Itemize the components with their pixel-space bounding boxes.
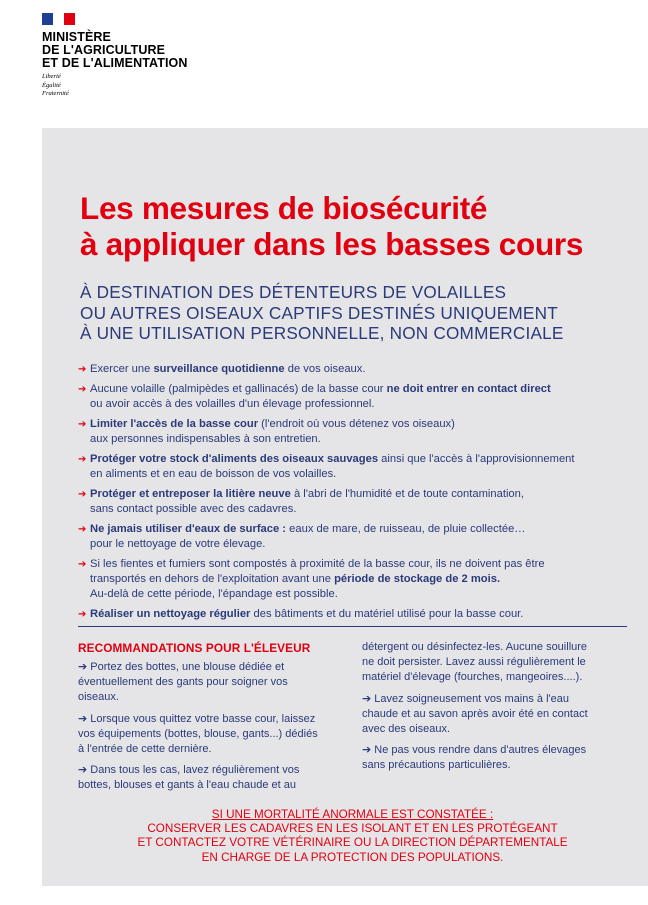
subtitle-line: À UNE UTILISATION PERSONNELLE, NON COMMERCIALE bbox=[80, 323, 564, 343]
measure-text: Si les fientes et fumiers sont compostés à proximité de la basse cour, ils ne doivent pas être bbox=[90, 557, 545, 570]
audience-subtitle bbox=[80, 282, 620, 344]
arrow-right-icon: ➔ bbox=[78, 488, 87, 500]
arrow-right-icon: ➔ bbox=[362, 692, 372, 705]
measure-emphasis: période de stockage de 2 mois. bbox=[334, 573, 501, 585]
measure-text: à l'abri de l'humidité et de toute contamination, bbox=[290, 487, 524, 500]
recommendation-text: Lavez soigneusement vos mains à l'eau bbox=[374, 692, 569, 705]
measure-item bbox=[78, 522, 633, 552]
motto-line: Fraternité bbox=[42, 90, 69, 97]
measure-emphasis: ne doit entrer en contact direct bbox=[386, 382, 551, 395]
recommendations-left-column bbox=[78, 660, 338, 800]
measure-emphasis: surveillance quotidienne bbox=[153, 363, 285, 375]
flag-white-stripe bbox=[53, 13, 64, 25]
recommendation-text: avec des oiseaux. bbox=[362, 723, 451, 736]
arrow-right-icon: ➔ bbox=[78, 523, 87, 535]
recommendation-text: éventuellement des gants pour soigner vos bbox=[78, 676, 288, 689]
title-line: à appliquer dans les basses cours bbox=[80, 226, 584, 262]
recommendation-item bbox=[362, 743, 627, 773]
measure-item bbox=[78, 487, 633, 517]
subtitle-line: OU AUTRES OISEAUX CAPTIFS DESTINÉS UNIQUEMENT bbox=[80, 302, 558, 323]
recommendation-text: vos équipements (bottes, blouse, gants...) dédiés bbox=[78, 727, 318, 740]
arrow-right-icon: ➔ bbox=[78, 712, 88, 725]
measure-emphasis: Réaliser un nettoyage régulier bbox=[90, 608, 251, 620]
measure-text: sans contact possible avec des cadavres. bbox=[90, 503, 297, 515]
measure-text: pour le nettoyage de votre élevage. bbox=[90, 538, 266, 550]
recommendation-item-continued bbox=[362, 640, 627, 686]
recommendation-text: Lorsque vous quittez votre basse cour, laissez bbox=[90, 712, 316, 725]
arrow-right-icon: ➔ bbox=[78, 764, 88, 777]
alert-heading: SI UNE MORTALITÉ ANORMALE EST CONSTATÉE : bbox=[211, 808, 494, 821]
mortality-alert bbox=[78, 808, 627, 865]
recommendation-text: Dans tous les cas, lavez régulièrement vos bbox=[90, 764, 300, 777]
page-title bbox=[80, 190, 640, 262]
subtitle-line: À DESTINATION DES DÉTENTEURS DE VOLAILLES bbox=[80, 282, 507, 302]
motto-line: Égalité bbox=[42, 81, 61, 89]
arrow-right-icon: ➔ bbox=[78, 383, 87, 395]
measure-item bbox=[78, 382, 633, 412]
ministry-line: DE L'AGRICULTURE bbox=[42, 43, 166, 57]
measure-emphasis: Protéger et entreposer la litière neuve bbox=[90, 487, 291, 500]
measure-text: (l'endroit où vous détenez vos oiseaux) bbox=[258, 417, 455, 430]
flag-red-stripe bbox=[64, 13, 75, 25]
biosecurity-measures-list bbox=[78, 362, 633, 627]
recommendation-text: chaude et au savon après avoir été en contact bbox=[362, 707, 588, 720]
republic-motto bbox=[42, 73, 69, 99]
measure-text: Au-delà de cette période, l'épandage est possible. bbox=[90, 588, 338, 601]
arrow-right-icon: ➔ bbox=[78, 453, 87, 465]
recommendation-text: matériel d'élevage (fourches, mangeoires....). bbox=[362, 671, 583, 684]
measure-emphasis: Protéger votre stock d'aliments des oiseaux sauvages bbox=[90, 452, 379, 465]
measure-emphasis: Limiter l'accès de la basse cour bbox=[90, 417, 259, 430]
arrow-right-icon: ➔ bbox=[78, 364, 87, 375]
measure-text: transportés en dehors de l'exploitation avant une bbox=[90, 573, 335, 585]
measure-text: ou avoir accès à des volailles d'un élevage professionnel. bbox=[90, 398, 375, 410]
recommendations-right-column bbox=[362, 640, 627, 780]
recommendation-item bbox=[78, 712, 338, 758]
recommendation-item bbox=[78, 660, 338, 706]
republic-flag-logo bbox=[42, 13, 75, 25]
flag-blue-stripe bbox=[42, 13, 53, 25]
recommendation-text: bottes, blouses et gants à l'eau chaude et au bbox=[78, 779, 296, 792]
arrow-right-icon: ➔ bbox=[78, 661, 88, 673]
alert-text: ET CONTACTEZ VOTRE VÉTÉRINAIRE OU LA DIRECTION DÉPARTEMENTALE bbox=[137, 836, 568, 850]
ministry-line: ET DE L'ALIMENTATION bbox=[42, 56, 188, 70]
motto-line: Liberté bbox=[42, 73, 61, 80]
recommendation-text: à l'entrée de cette dernière. bbox=[78, 743, 212, 756]
recommendation-text: oiseaux. bbox=[78, 691, 119, 704]
arrow-right-icon: ➔ bbox=[78, 609, 87, 620]
recommendation-text: Portez des bottes, une blouse dédiée et bbox=[90, 661, 285, 673]
measure-text: eaux de mare, de ruisseau, de pluie collectée… bbox=[286, 522, 526, 535]
ministry-line: MINISTÈRE bbox=[42, 30, 111, 44]
recommendation-item bbox=[362, 692, 627, 738]
section-divider bbox=[78, 626, 627, 627]
alert-text: CONSERVER LES CADAVRES EN LES ISOLANT ET EN LES PROTÉGEANT bbox=[147, 822, 558, 836]
recommendation-text: Ne pas vous rendre dans d'autres élevages bbox=[374, 744, 587, 757]
recommendation-item bbox=[78, 763, 338, 793]
measure-text: ainsi que l'accès à l'approvisionnement bbox=[378, 452, 575, 465]
measure-text: aux personnes indispensables à son entretien. bbox=[90, 433, 321, 445]
arrow-right-icon: ➔ bbox=[78, 418, 87, 430]
measure-item bbox=[78, 557, 633, 603]
recommendation-text: détergent ou désinfectez-les. Aucune souillure bbox=[362, 641, 588, 653]
recommendation-text: sans précautions particulières. bbox=[362, 759, 511, 772]
measure-item bbox=[78, 362, 633, 377]
ministry-name bbox=[42, 31, 187, 70]
measure-text: des bâtiments et du matériel utilisé pour la basse cour. bbox=[250, 608, 524, 620]
arrow-right-icon: ➔ bbox=[362, 744, 372, 757]
title-line: Les mesures de biosécurité bbox=[80, 190, 488, 226]
measure-item bbox=[78, 452, 633, 482]
measure-item bbox=[78, 417, 633, 447]
measure-text: Exercer une bbox=[90, 363, 154, 375]
measure-emphasis: Ne jamais utiliser d'eaux de surface : bbox=[90, 522, 287, 535]
recommendation-text: ne doit persister. Lavez aussi régulièrement le bbox=[362, 656, 586, 669]
arrow-right-icon: ➔ bbox=[78, 558, 87, 570]
measure-text: en aliments et en eau de boisson de vos volailles. bbox=[90, 468, 337, 480]
alert-text: EN CHARGE DE LA PROTECTION DES POPULATIONS. bbox=[201, 850, 504, 864]
measure-text: Aucune volaille (palmipèdes et gallinacés) de la basse cour bbox=[90, 382, 387, 395]
measure-text: de vos oiseaux. bbox=[284, 363, 366, 375]
recommendations-heading: RECOMMANDATIONS POUR L'ÉLEVEUR bbox=[78, 641, 311, 655]
measure-item bbox=[78, 607, 633, 622]
